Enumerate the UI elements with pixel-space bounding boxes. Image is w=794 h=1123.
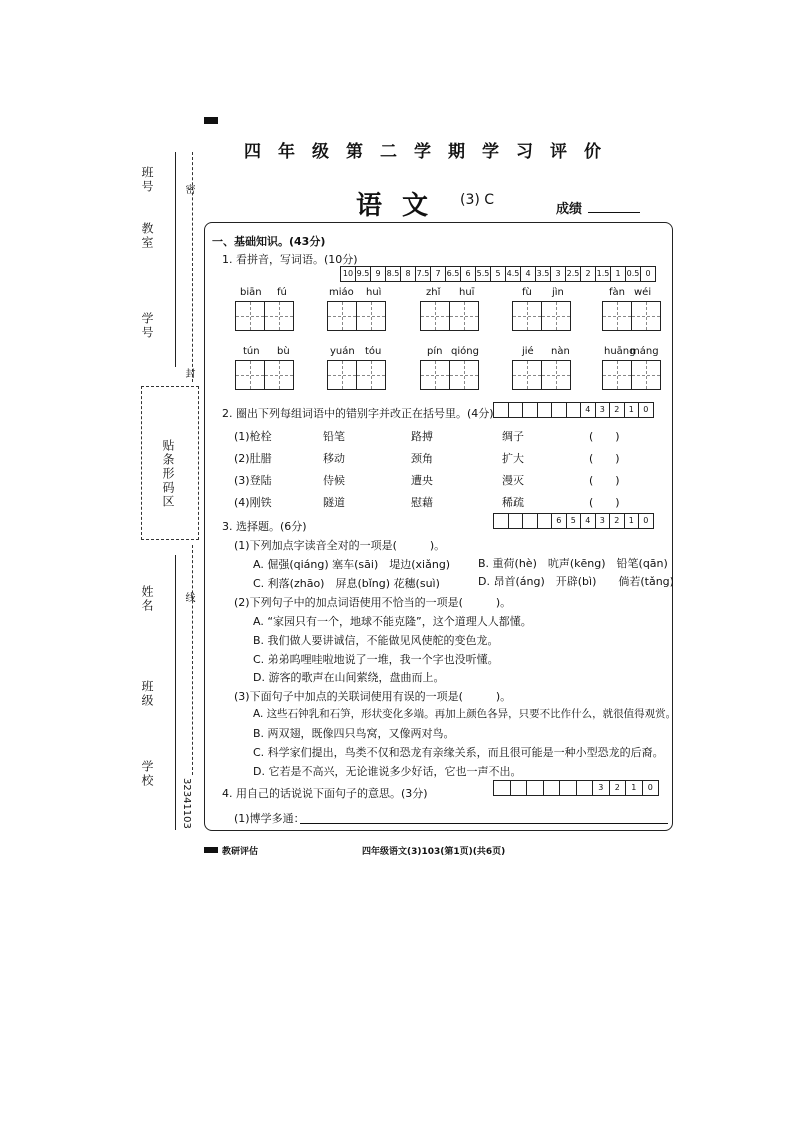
q2-row-3-c: 遭央 — [411, 474, 433, 487]
score-box[interactable]: 0 — [647, 783, 653, 792]
answer-cells[interactable] — [235, 360, 294, 390]
score-box[interactable]: 5.5 — [476, 267, 491, 281]
pinyin: huì — [366, 287, 382, 298]
score-box[interactable] — [538, 403, 553, 417]
score-box[interactable] — [567, 403, 582, 417]
score-box[interactable]: 1 — [626, 781, 643, 795]
score-label: 成绩 — [556, 202, 583, 217]
score-box[interactable]: 1 — [625, 403, 640, 417]
side-label-school: 学校 — [140, 760, 154, 788]
score-box[interactable]: 3 — [593, 781, 610, 795]
answer-cells[interactable] — [602, 301, 661, 331]
publisher-label: 教研评估 — [222, 847, 259, 857]
q3-1-option-c[interactable]: C. 利落(zhāo) 屏息(bǐng) 花穗(suì) — [253, 577, 440, 590]
q1-label: 1. 看拼音，写词语。(10分) — [222, 253, 358, 266]
score-box[interactable] — [560, 781, 577, 795]
score-box[interactable] — [527, 781, 544, 795]
score-box[interactable] — [494, 781, 511, 795]
q2-answer-1[interactable]: ( ) — [589, 430, 620, 443]
q1-score-boxes — [340, 266, 656, 282]
score-box[interactable]: 3 — [596, 514, 611, 528]
q3-3-option-c[interactable]: C. 科学家们提出，鸟类不仅和恐龙有亲缘关系，而且很可能是一种小型恐龙的后裔。 — [253, 746, 664, 759]
q3-3-option-d[interactable]: D. 它若是不高兴，无论谁说多少好话，它也一声不出。 — [253, 765, 522, 778]
page-title: 四年级第二学期学习评价 — [244, 142, 618, 162]
score-box[interactable]: 6 — [552, 514, 567, 528]
subject-title: 语文 — [356, 191, 449, 221]
q2-row-2-a: (2)肚腊 — [234, 452, 272, 465]
pinyin: máng — [630, 346, 659, 357]
answer-cells[interactable] — [327, 360, 386, 390]
q4-score-boxes — [493, 780, 659, 796]
score-box[interactable] — [494, 403, 509, 417]
q3-score-boxes — [493, 513, 654, 529]
q2-row-1-d: 绸子 — [502, 430, 524, 443]
answer-cells[interactable] — [512, 360, 571, 390]
score-box[interactable]: 0 — [645, 269, 651, 278]
score-box[interactable]: 2 — [581, 267, 596, 281]
score-box[interactable] — [509, 514, 524, 528]
side-line — [175, 152, 176, 367]
score-box[interactable]: 0 — [643, 405, 649, 414]
q3-2-prompt: (2)下列句子中的加点词语使用不恰当的一项是( )。 — [234, 596, 512, 609]
score-box[interactable]: 4.5 — [506, 267, 521, 281]
q3-2-option-a[interactable]: A. “家园只有一个，地球不能克隆”，这个道理人人都懂。 — [253, 615, 532, 628]
q2-row-3-a: (3)登陆 — [234, 474, 272, 487]
score-box[interactable]: 1.5 — [596, 267, 611, 281]
pinyin: wéi — [634, 287, 652, 298]
score-box[interactable] — [523, 514, 538, 528]
q2-answer-4[interactable]: ( ) — [589, 496, 620, 509]
q3-3-option-b[interactable]: B. 两双翅，既像四只鸟窝，又像两对鸟。 — [253, 727, 455, 740]
score-box[interactable] — [494, 514, 509, 528]
q3-2-option-b[interactable]: B. 我们做人要讲诚信，不能做见风使舵的变色龙。 — [253, 634, 499, 647]
q3-1-option-b[interactable]: B. 重荷(hè) 吭声(kēng) 铅笔(qān) — [478, 557, 668, 570]
seal-mark-xian: 线 — [183, 592, 194, 604]
side-label-classroom: 教室 — [140, 222, 154, 250]
side-label-name: 姓名 — [140, 585, 154, 613]
barcode-area — [141, 386, 199, 540]
score-box[interactable]: 4 — [581, 403, 596, 417]
page-info: 四年级语文(3)103(第1页)(共6页) — [362, 847, 506, 857]
answer-cells[interactable] — [420, 360, 479, 390]
pinyin: biān — [240, 287, 262, 298]
q2-row-1-a: (1)枪栓 — [234, 430, 272, 443]
q2-row-1-c: 路搏 — [411, 430, 433, 443]
q3-label: 3. 选择题。(6分) — [222, 520, 307, 533]
score-box[interactable]: 6.5 — [446, 267, 461, 281]
score-box[interactable]: 5 — [567, 514, 582, 528]
q4-label: 4. 用自己的话说说下面句子的意思。(3分) — [222, 787, 428, 800]
score-box[interactable]: 10 — [341, 267, 356, 281]
q3-3-option-a[interactable]: A. 这些石钟乳和石笋，形状变化多端。再加上颜色各异，只要不比作什么，就很值得观赏。 — [253, 708, 677, 720]
seal-mark-mi: 密 — [183, 184, 194, 196]
pinyin: zhǐ — [426, 287, 441, 298]
q2-row-2-c: 颈角 — [411, 452, 433, 465]
registration-mark-top — [204, 117, 218, 124]
q2-score-boxes — [493, 402, 654, 418]
score-box[interactable]: 3 — [596, 403, 611, 417]
q2-row-4-a: (4)刚铁 — [234, 496, 272, 509]
score-box[interactable]: 8.5 — [386, 267, 401, 281]
score-box[interactable]: 2.5 — [566, 267, 581, 281]
pinyin: yuán — [330, 346, 355, 357]
answer-cells[interactable] — [512, 301, 571, 331]
score-box[interactable]: 0.5 — [626, 267, 641, 281]
answer-cells[interactable] — [235, 301, 294, 331]
pinyin: tóu — [365, 346, 382, 357]
score-box[interactable]: 4 — [521, 267, 536, 281]
paper-code: 32341103 — [181, 778, 192, 829]
score-box[interactable] — [511, 781, 528, 795]
pinyin: pín — [427, 346, 443, 357]
q3-1-option-d[interactable]: D. 昂首(áng) 开辟(bì) 倘若(tǎng) — [478, 575, 674, 588]
q2-label: 2. 圈出下列每组词语中的错别字并改正在括号里。(4分) — [222, 407, 494, 420]
score-box[interactable]: 8 — [401, 267, 416, 281]
pinyin: jié — [522, 346, 534, 357]
score-box[interactable] — [538, 514, 553, 528]
score-box[interactable]: 7 — [431, 267, 446, 281]
q3-2-option-d[interactable]: D. 游客的歌声在山间萦绕，盘曲而上。 — [253, 671, 445, 684]
score-blank-line[interactable] — [588, 212, 640, 213]
score-box[interactable]: 9 — [371, 267, 386, 281]
section-heading: 一、基础知识。(43分) — [212, 235, 326, 248]
side-label-class: 班级 — [140, 680, 154, 708]
q2-row-2-d: 扩大 — [502, 452, 524, 465]
score-box[interactable] — [552, 403, 567, 417]
seal-line-lower — [192, 545, 193, 775]
pinyin: jìn — [552, 287, 564, 298]
pinyin: tún — [243, 346, 260, 357]
answer-cells[interactable] — [602, 360, 661, 390]
score-box[interactable]: 1 — [625, 514, 640, 528]
score-box[interactable]: 2 — [610, 781, 627, 795]
q4-item-1: (1)博学多通： — [234, 812, 305, 825]
q2-answer-3[interactable]: ( ) — [589, 474, 620, 487]
pinyin: miáo — [329, 287, 354, 298]
pinyin: fù — [522, 287, 532, 298]
score-box[interactable]: 5 — [491, 267, 506, 281]
registration-mark-bottom — [204, 847, 218, 853]
score-box[interactable]: 7.5 — [416, 267, 431, 281]
score-box[interactable]: 0 — [643, 516, 649, 525]
edition-label: (3) C — [460, 192, 495, 208]
pinyin: fú — [277, 287, 287, 298]
pinyin: bù — [277, 346, 290, 357]
answer-cells[interactable] — [420, 301, 479, 331]
barcode-area-label: 贴条形码区 — [161, 439, 175, 509]
q3-1-prompt: (1)下列加点字读音全对的一项是( )。 — [234, 539, 446, 552]
answer-cells[interactable] — [327, 301, 386, 331]
q2-row-1-b: 铅笔 — [323, 430, 345, 443]
q3-3-prompt: (3)下面句子中加点的关联词使用有误的一项是( )。 — [234, 690, 512, 703]
score-box[interactable]: 4 — [581, 514, 596, 528]
q2-answer-2[interactable]: ( ) — [589, 452, 620, 465]
score-box[interactable]: 2 — [610, 514, 625, 528]
q2-row-4-b: 隧道 — [323, 496, 345, 509]
q3-2-option-c[interactable]: C. 弟弟呜哩哇啦地说了一堆，我一个字也没听懂。 — [253, 653, 499, 666]
q3-1-option-a[interactable]: A. 倔强(qiáng) 塞车(sāi) 堤边(xiǎng) — [253, 558, 451, 571]
q2-row-4-d: 稀疏 — [502, 496, 524, 509]
score-box[interactable]: 1 — [611, 267, 626, 281]
score-box[interactable] — [509, 403, 524, 417]
score-box[interactable]: 3 — [551, 267, 566, 281]
score-box[interactable]: 3.5 — [536, 267, 551, 281]
score-box[interactable] — [523, 403, 538, 417]
seal-mark-feng: 封 — [183, 368, 194, 380]
pinyin: nàn — [551, 346, 570, 357]
side-label-student-number: 学号 — [140, 312, 154, 340]
score-box[interactable]: 6 — [461, 267, 476, 281]
pinyin: fàn — [609, 287, 625, 298]
side-label-class-number: 班号 — [140, 166, 154, 194]
side-line-lower — [175, 555, 176, 830]
q2-row-2-b: 移动 — [323, 452, 345, 465]
score-box[interactable] — [544, 781, 561, 795]
score-box[interactable]: 2 — [610, 403, 625, 417]
score-box[interactable]: 9.5 — [356, 267, 371, 281]
pinyin: huī — [459, 287, 475, 298]
q2-row-3-b: 侍候 — [323, 474, 345, 487]
q4-answer-line[interactable] — [300, 823, 668, 824]
q2-row-3-d: 漫灭 — [502, 474, 524, 487]
pinyin: huāng — [604, 346, 636, 357]
score-box[interactable] — [577, 781, 594, 795]
pinyin: qióng — [451, 346, 479, 357]
q2-row-4-c: 慰藉 — [411, 496, 433, 509]
